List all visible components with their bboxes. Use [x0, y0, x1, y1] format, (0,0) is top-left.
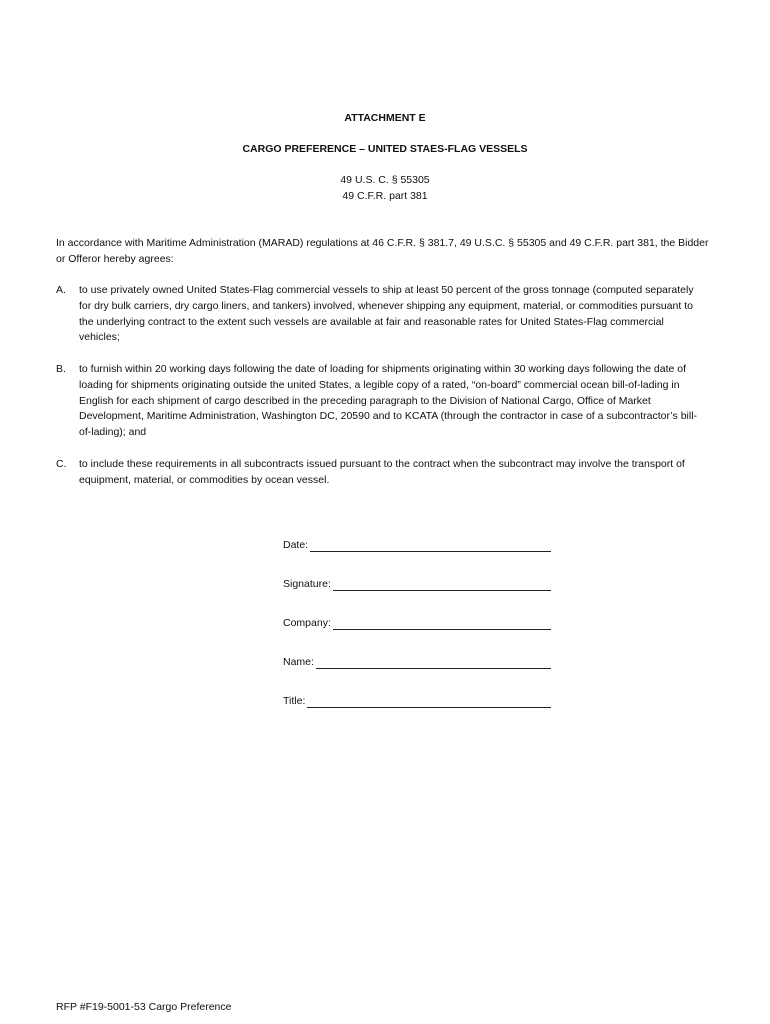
title-field[interactable] [283, 692, 573, 708]
citation-cfr: 49 C.F.R. part 381 [342, 190, 428, 202]
date-underline[interactable] [310, 540, 551, 552]
name-field[interactable] [283, 653, 573, 669]
item-text: to furnish within 20 working days following the date of loading for shipments originating within 30 working days following the date of loading for shipments originating outside the united States, a legible copy of a rated, “on-board” commercial ocean bill-of-lading in English for each shipment of cargo described in the preceding paragraph to the Division of National Cargo, Office of Market Development, Maritime Administration, Washington DC, 20590 and to KCATA (through the contractor in case of a subcontractor’s bill-of-lading); and [79, 363, 698, 439]
name-underline[interactable] [316, 657, 551, 669]
name-label: Name: [283, 656, 314, 668]
company-field[interactable] [283, 614, 573, 630]
intro-paragraph: In accordance with Maritime Administration (MARAD) regulations at 46 C.F.R. § 381.7, 49 U.S.C. § 55305 and 49 C.F.R. part 381, the Bidder or Offeror hereby agrees: [56, 237, 709, 265]
page-footer: RFP #F19-5001-53 Cargo Preference [56, 1001, 232, 1013]
company-label: Company: [283, 617, 331, 629]
item-letter: A. [56, 284, 66, 296]
item-text: to use privately owned United States-Flag commercial vessels to ship at least 50 percent of the gross tonnage (computed separately for dry bulk carriers, dry cargo liners, and tankers) involved, whenever shipping any equipment, material, or commodities pursuant to the underlying contract to the extent such vessels are available at fair and reasonable rates for United States-Flag commercial vehicles; [79, 284, 694, 344]
company-underline[interactable] [333, 618, 551, 630]
document-title: CARGO PREFERENCE – UNITED STAES-FLAG VESSELS [242, 143, 528, 155]
item-text: to include these requirements in all subcontracts issued pursuant to the contract when the subcontract may involve the transport of equipment, material, or commodities by ocean vessel. [79, 458, 685, 486]
item-letter: B. [56, 363, 66, 375]
item-letter: C. [56, 458, 67, 470]
citation-usc: 49 U.S. C. § 55305 [340, 174, 430, 186]
date-label: Date: [283, 539, 309, 551]
title-underline[interactable] [307, 696, 551, 708]
attachment-heading: ATTACHMENT E [344, 112, 426, 124]
signature-field[interactable] [283, 575, 573, 591]
signature-underline[interactable] [333, 579, 551, 591]
date-field[interactable] [283, 536, 573, 552]
title-label: Title: [283, 695, 306, 707]
signature-label: Signature: [283, 578, 331, 590]
